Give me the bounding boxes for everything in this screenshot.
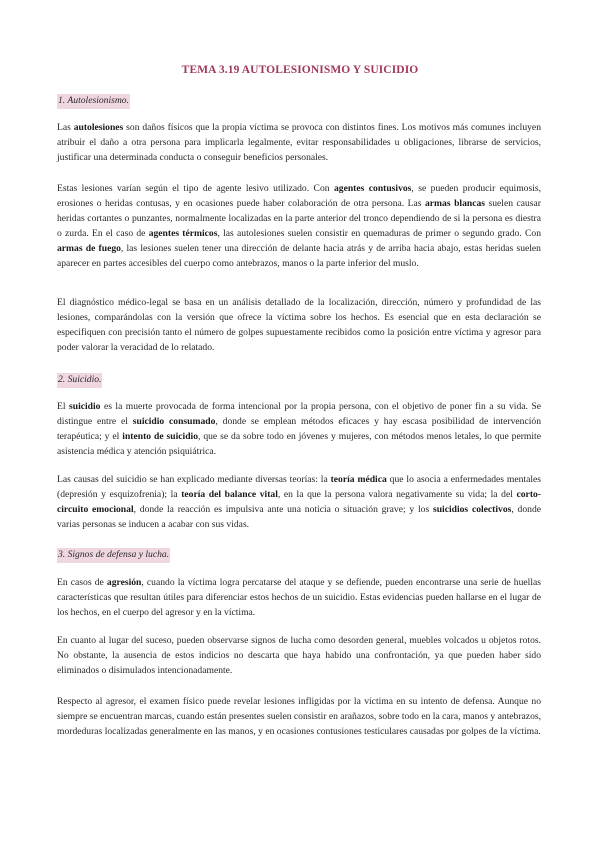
page-title: TEMA 3.19 AUTOLESIONISMO Y SUICIDIO — [181, 64, 419, 76]
paragraph — [57, 473, 541, 533]
text-run: Estas lesiones varían según el tipo de agente lesivo utilizado. Con — [57, 183, 334, 194]
bold-term: armas de fuego — [57, 242, 121, 254]
text-run: Las — [57, 122, 74, 133]
section-heading-autolesionismo: 1. Autolesionismo. — [57, 94, 130, 109]
paragraph — [57, 695, 541, 740]
bold-term: teoría médica — [330, 474, 387, 485]
text-run: son daños físicos que la propia víctima se provoca con distintos fines. Los motivos más comunes incluyen atribuir el daño a otra persona para implicarla legalmente, evitar responsabilidades u obligaciones, librarse de servicios, justificar una determinada conducta o conseguir beneficios personales. — [57, 122, 541, 163]
bold-term: agresión — [106, 577, 142, 588]
bold-term: corto-circuito emocional — [57, 488, 541, 515]
text-run: El diagnóstico médico-legal se basa en un análisis detallado de la localización, dirección, número y profundidad de las lesiones, comparándolas con la versión que ofrece la víctima sobre los hechos. Es esencial que en esta declaración se especifiquen con precisión tanto el número de golpes supuestamente recibidos como la posición entre víctima y agresor para poder valorar la veracidad de lo relatado. — [57, 297, 541, 353]
text-run: , donde se emplean métodos eficaces y hay escasa posibilidad de intervención terapéutica; y el — [57, 415, 541, 442]
paragraph — [57, 121, 541, 166]
text-run: , que se da sobre todo en jóvenes y mujeres, con métodos menos letales, lo que permite asistencia médica y atención psiquiátrica. — [57, 430, 541, 457]
text-run: Respecto al agresor, el examen físico puede revelar lesiones infligidas por la víctima en su intento de defensa. Aunque no siempre se encuentran marcas, cuando están presentes suelen consistir en arañazos, sobre todo en la cara, manos y antebrazos, mordeduras localizadas generalmente en las manos, y en ocasiones contusiones testiculares causadas por golpes de la víctima. — [57, 696, 541, 737]
bold-term: agentes contusivos — [333, 183, 412, 194]
section-heading-signos-defensa: 3. Signos de defensa y lucha. — [57, 548, 170, 563]
text-run: , se pueden producir equimosis, erosiones o heridas contusas, y en ocasiones puede haber colaboración de otra persona. Las — [57, 183, 542, 209]
text-run: , cuando la víctima logra percatarse del ataque y se defiende, pueden encontrarse una serie de huellas características que resultan útiles para diferenciar estos hechos de un suicidio. Estas evidencias pueden hallarse en el lugar de los hechos, en el cuerpo del agresor y en la víctima. — [57, 577, 541, 618]
bold-term: suicidios colectivos — [432, 503, 512, 515]
bold-term: suicidio — [69, 401, 101, 412]
bold-term: teoría del balance vital — [181, 488, 278, 500]
bold-term: autolesiones — [73, 122, 124, 133]
text-run: , en la que la persona valora negativamente su vida; la del — [277, 488, 517, 500]
text-run: es la muerte provocada de forma intencional por la propia persona, con el objetivo de poner fin a su vida. Se distingue entre el — [57, 401, 541, 427]
bold-term: intento de suicidio — [122, 430, 198, 442]
paragraph — [57, 182, 541, 271]
text-run: En cuanto al lugar del suceso, pueden observarse signos de lucha como desorden general, muebles volcados u objetos rotos. No obstante, la ausencia de estos indicios no descarta que haya habido una confrontación, ya que pueden haber sido eliminados o disimulados intencionadamente. — [57, 635, 541, 676]
bold-term: suicidio consumado — [132, 415, 216, 427]
text-run: El — [57, 401, 69, 412]
text-run: , donde varias personas se inducen a acabar con sus vidas. — [57, 503, 542, 530]
text-run: , las lesiones suelen tener una dirección de delante hacia atrás y de arriba hacia abajo, estas heridas suelen aparecer en partes accesibles del cuerpo como antebrazos, manos o la parte inferior del muslo. — [57, 242, 541, 269]
paragraph — [57, 576, 541, 621]
text-run: suelen causar heridas cortantes o punzantes, normalmente localizadas en la parte anterior del tronco dependiendo de si la persona es diestra o zurda. En el caso de — [57, 197, 541, 239]
text-run: Las causas del suicidio se han explicado mediante diversas teorías: la — [57, 474, 331, 485]
paragraph — [57, 400, 541, 460]
paragraph — [57, 296, 541, 356]
text-run: , donde la reacción es impulsiva ante una noticia o situación grave; y los — [133, 503, 433, 515]
section-heading-suicidio: 2. Suicidio. — [57, 373, 102, 388]
paragraph — [57, 634, 541, 679]
text-run: que lo asocia a enfermedades mentales (depresión y esquizofrenia); la — [57, 474, 541, 500]
text-run: , las autolesiones suelen consistir en quemaduras de primer o segundo grado. Con — [217, 227, 541, 239]
text-run: En casos de — [57, 577, 107, 588]
bold-term: agentes térmicos — [148, 227, 218, 239]
bold-term: armas blancas — [425, 197, 485, 209]
